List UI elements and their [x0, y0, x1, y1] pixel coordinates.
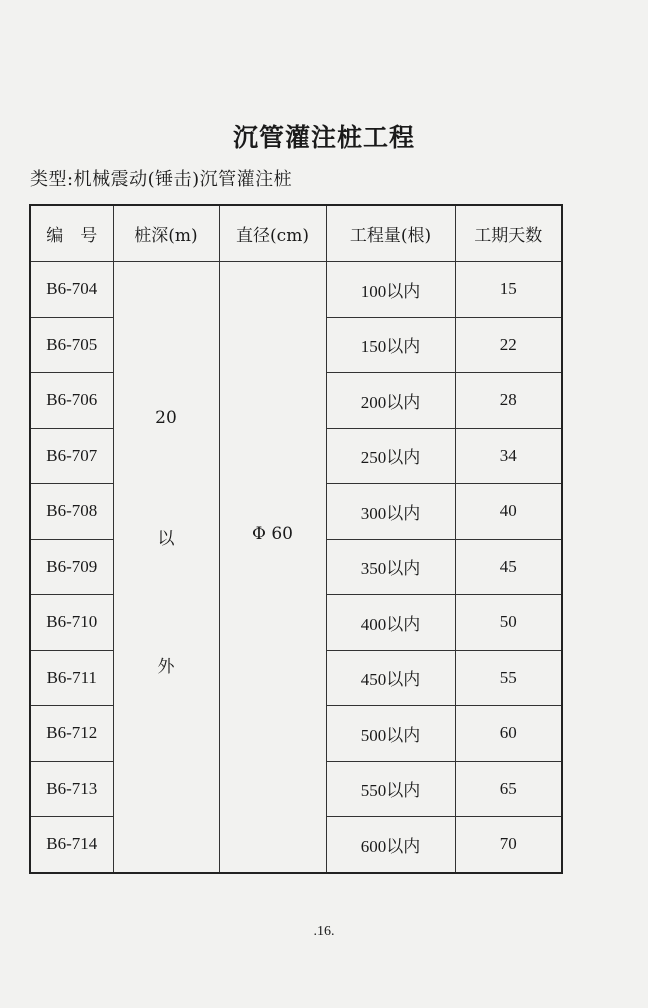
row-code: B6-713: [30, 761, 113, 817]
row-period-days: 28: [455, 373, 562, 429]
row-period-days: 55: [455, 650, 562, 706]
row-code: B6-706: [30, 373, 113, 429]
table-row: [30, 262, 562, 318]
row-period-days: 70: [455, 817, 562, 873]
page-title: 沉管灌注桩工程: [232, 123, 415, 152]
row-quantity: 550以内: [326, 761, 455, 817]
row-period-days: 60: [455, 706, 562, 762]
row-code: B6-710: [30, 595, 113, 651]
pile-depth-text: 20: [155, 408, 177, 428]
row-code: B6-704: [30, 262, 113, 318]
row-code: B6-707: [30, 428, 113, 484]
row-code: B6-708: [30, 484, 113, 540]
row-quantity: 300以内: [326, 484, 455, 540]
row-quantity: 500以内: [326, 706, 455, 762]
row-period-days: 40: [455, 484, 562, 540]
row-period-days: 50: [455, 595, 562, 651]
header-quantity: 工程量(根): [326, 205, 455, 262]
pile-depth-text: 以: [157, 529, 175, 549]
row-code: B6-714: [30, 817, 113, 873]
header-diameter: 直径(cm): [219, 205, 326, 262]
row-code: B6-711: [30, 650, 113, 706]
page-number: .16.: [313, 924, 335, 939]
row-quantity: 350以内: [326, 539, 455, 595]
row-code: B6-712: [30, 706, 113, 762]
header-pile-depth: 桩深(m): [113, 205, 219, 262]
diameter-text: Φ 60: [252, 524, 293, 544]
row-period-days: 22: [455, 317, 562, 373]
row-period-days: 15: [455, 262, 562, 318]
pile-depth-text: 外: [157, 657, 175, 677]
type-description: 类型:机械震动(锤击)沉管灌注桩: [30, 169, 293, 190]
row-quantity: 100以内: [326, 262, 455, 318]
pile-depth-cell: [113, 262, 219, 873]
table-header-row: [30, 205, 562, 262]
row-quantity: 250以内: [326, 428, 455, 484]
header-code: 编 号: [30, 205, 113, 262]
row-quantity: 400以内: [326, 595, 455, 651]
row-quantity: 450以内: [326, 650, 455, 706]
construction-period-table: [29, 204, 563, 874]
row-period-days: 34: [455, 428, 562, 484]
row-code: B6-705: [30, 317, 113, 373]
row-quantity: 600以内: [326, 817, 455, 873]
row-quantity: 200以内: [326, 373, 455, 429]
header-period-days: 工期天数: [455, 205, 562, 262]
diameter-cell: [219, 262, 326, 873]
row-quantity: 150以内: [326, 317, 455, 373]
row-code: B6-709: [30, 539, 113, 595]
table-body: [30, 262, 562, 873]
row-period-days: 65: [455, 761, 562, 817]
row-period-days: 45: [455, 539, 562, 595]
